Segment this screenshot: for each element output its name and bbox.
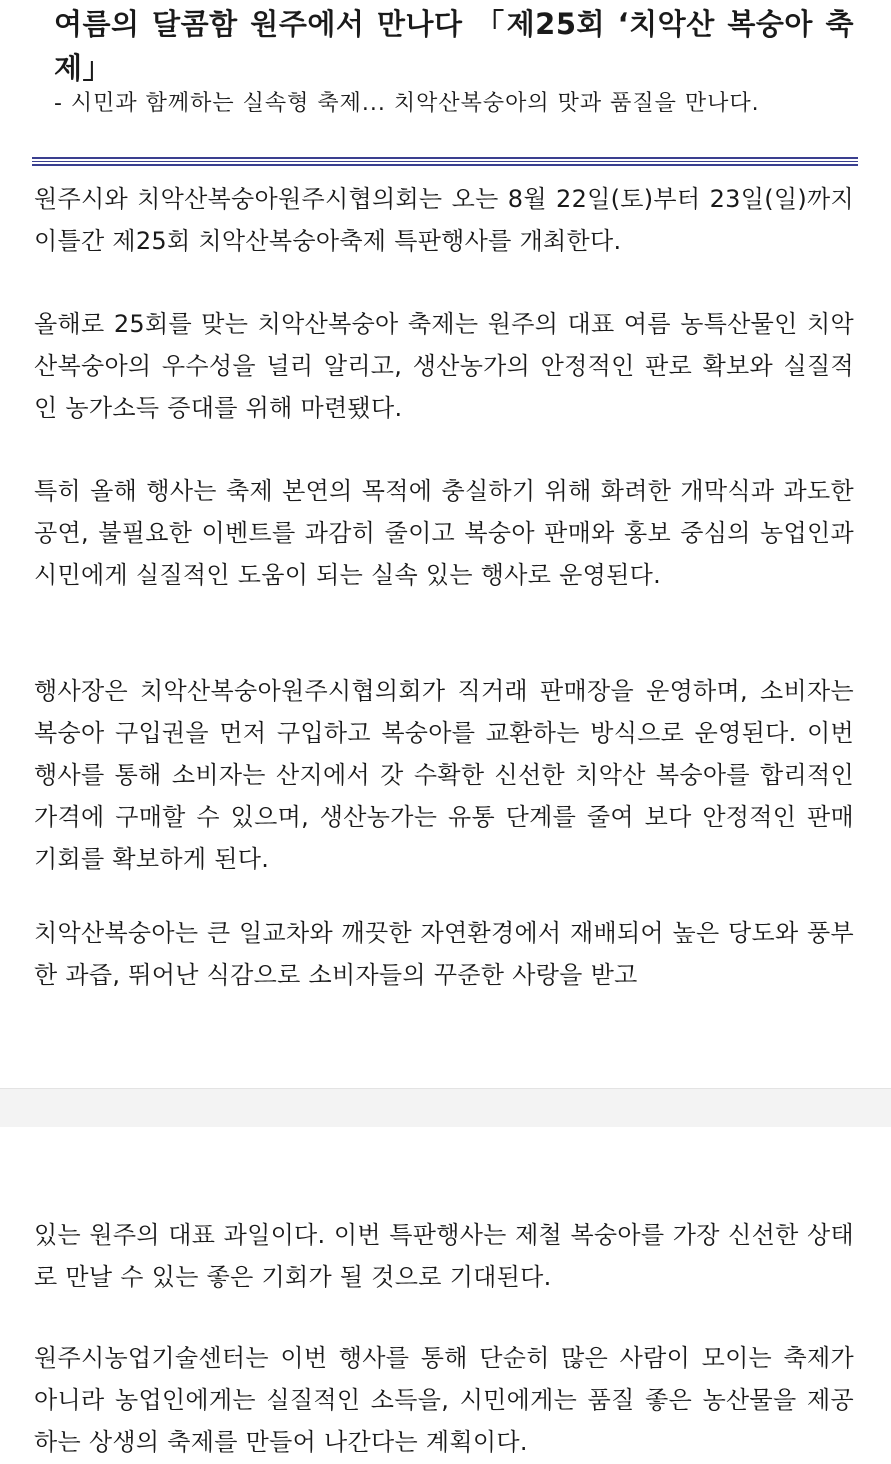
article-paragraph-4: 행사장은 치악산복숭아원주시협의회가 직거래 판매장을 운영하며, 소비자는 복숭아 구입권을 먼저 구입하고 복숭아를 교환하는 방식으로 운영된다. 이번 행사를 통해 소비자는 산지에서 갓 수확한 신선한 치악산 복숭아를 합리적인 가격에 구매할 수 있으며, 생산농가는 유통 단계를 줄여 보다 안정적인 판매 기회를 확보하게 된다. [34, 677, 854, 873]
title-divider-top [32, 157, 858, 159]
article-paragraph-5-continued: 있는 원주의 대표 과일이다. 이번 특판행사는 제철 복숭아를 가장 신선한 상태로 만날 수 있는 좋은 기회가 될 것으로 기대된다. [34, 1221, 854, 1291]
page-break-gap [0, 1088, 891, 1128]
article-subtitle: - 시민과 함께하는 실속형 축제... 치악산복숭아의 맛과 품질을 만나다. [54, 91, 760, 116]
article-paragraph-6: 원주시농업기술센터는 이번 행사를 통해 단순히 많은 사람이 모이는 축제가 아니라 농업인에게는 실질적인 소득을, 시민에게는 품질 좋은 농산물을 제공하는 상생의 축제를 만들어 나간다는 계획이다. [34, 1344, 854, 1456]
document-page-2 [0, 1127, 891, 1464]
article-paragraph-3: 특히 올해 행사는 축제 본연의 목적에 충실하기 위해 화려한 개막식과 과도한 공연, 불필요한 이벤트를 과감히 줄이고 복숭아 판매와 홍보 중심의 농업인과 시민에게 실질적인 도움이 되는 실속 있는 행사로 운영된다. [34, 477, 854, 589]
article-paragraph-5: 치악산복숭아는 큰 일교차와 깨끗한 자연환경에서 재배되어 높은 당도와 풍부한 과즙, 뛰어난 식감으로 소비자들의 꾸준한 사랑을 받고 [34, 919, 854, 989]
article-paragraph-1: 원주시와 치악산복숭아원주시협의회는 오는 8월 22일(토)부터 23일(일)까지 이틀간 제25회 치악산복숭아축제 특판행사를 개최한다. [34, 185, 854, 255]
title-divider-middle [32, 161, 858, 162]
title-divider-bottom [32, 164, 858, 166]
article-title: 여름의 달콤함 원주에서 만나다 「제25회 ‘치악산 복숭아 축제」 [54, 7, 854, 85]
article-paragraph-2: 올해로 25회를 맞는 치악산복숭아 축제는 원주의 대표 여름 농특산물인 치악산복숭아의 우수성을 널리 알리고, 생산농가의 안정적인 판로 확보와 실질적인 농가소득 증대를 위해 마련됐다. [34, 310, 854, 422]
